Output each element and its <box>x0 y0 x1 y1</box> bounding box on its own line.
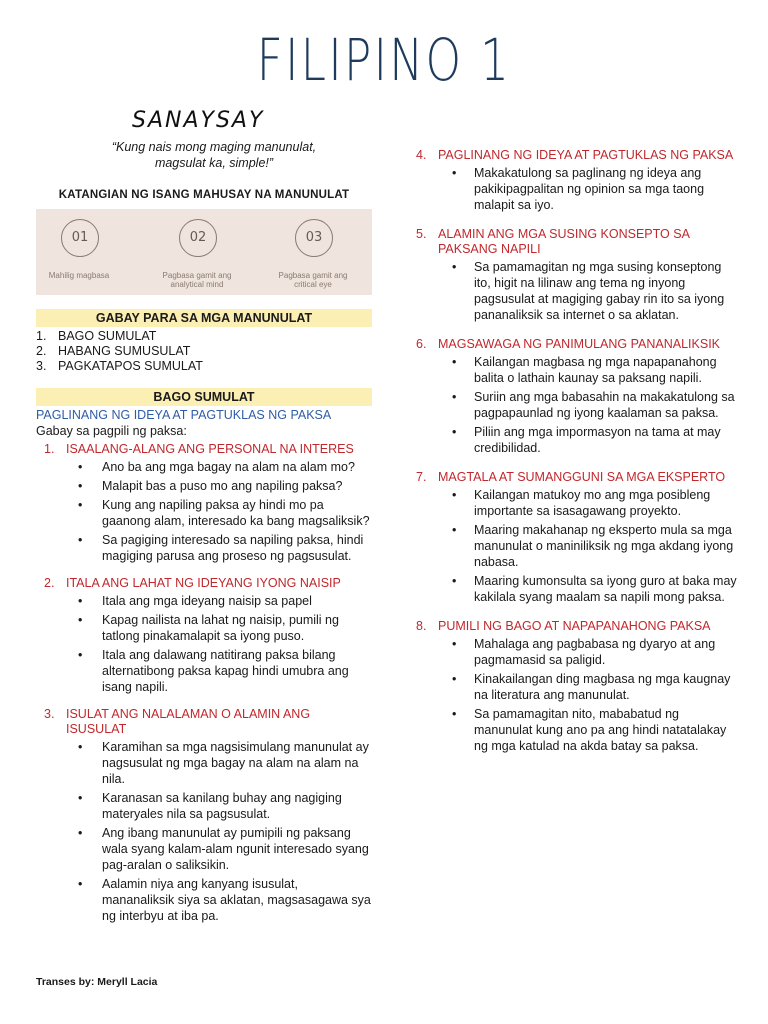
bago-title: BAGO SUMULAT <box>36 388 372 406</box>
section-number: 8. <box>416 619 427 633</box>
bullet-item: • Kapag nailista na lahat ng naisip, pumili ng tatlong pinakamalapit sa iyong puso. <box>36 612 372 644</box>
bullet-item: • Suriin ang mga babasahin na makakatulong sa pagpapaunlad ng iyong kaalaman sa paksa. <box>416 389 738 421</box>
item-text: HABANG SUMUSULAT <box>58 344 191 358</box>
bullet-item: • Sa pagiging interesado sa napiling paksa, hindi magiging parusa ang proseso ng pagsusulat. <box>36 532 372 564</box>
bullet-list <box>36 739 372 924</box>
katangian-label-line: analytical mind <box>170 280 224 289</box>
bullet-item: • Kailangan magbasa ng mga napapanahong balita o lathain kaunay sa paksang napili. <box>416 354 738 386</box>
section-number: 7. <box>416 470 427 484</box>
bullet-item: • Kinakailangan ding magbasa ng mga kaugnay na literatura ang manunulat. <box>416 671 738 703</box>
katangian-panel <box>36 209 372 295</box>
bullet-item: • Malapit bas a puso mo ang napiling paksa? <box>36 478 372 494</box>
list-item <box>36 329 372 344</box>
katangian-title: KATANGIAN NG ISANG MAHUSAY NA MANUNULAT <box>58 189 350 201</box>
section-heading <box>36 576 372 591</box>
sanaysay-heading: SANAYSAY <box>132 108 265 133</box>
quote-line: magsulat ka, simple!” <box>154 156 274 170</box>
item-number: 2. <box>36 344 47 358</box>
section <box>416 619 738 754</box>
section <box>36 707 372 924</box>
katangian-label-line: Pagbasa gamit ang <box>278 271 348 280</box>
bullet-item: • Kailangan matukoy mo ang mga posibleng importante sa isasagawang proyekto. <box>416 487 738 519</box>
bullet-list <box>416 487 738 605</box>
section <box>36 576 372 695</box>
section <box>36 442 372 564</box>
gabay-list <box>36 329 372 374</box>
katangian-label-line: Pagbasa gamit ang <box>162 271 232 280</box>
list-item <box>36 344 372 359</box>
bullet-list <box>36 593 372 695</box>
section <box>416 337 738 456</box>
bullet-item: • Ang ibang manunulat ay pumipili ng paksang wala syang kalam-alam ngunit interesado syang pag-aralan o saliksikin. <box>36 825 372 873</box>
right-sections <box>416 148 738 754</box>
bullet-list <box>416 165 738 213</box>
section-title: MAGSAWAGA NG PANIMULANG PANANALIKSIK <box>438 337 721 351</box>
bullet-item: • Maaring makahanap ng eksperto mula sa mga manunulat o maniniliksik ng mga akdang iyong nabasa. <box>416 522 738 570</box>
section-title: ALAMIN ANG MGA SUSING KONSEPTO SA PAKSANG NAPILI <box>438 227 690 256</box>
section-number: 6. <box>416 337 427 351</box>
bullet-item: • Karanasan sa kanilang buhay ang nagiging materyales nila sa pagsusulat. <box>36 790 372 822</box>
bullet-item: • Aalamin niya ang kanyang isusulat, mananaliksik siya sa aklatan, magsasagawa sya ng interbyu at iba pa. <box>36 876 372 924</box>
section <box>416 470 738 605</box>
gabay-title: GABAY PARA SA MGA MANUNULAT <box>36 309 372 327</box>
quote-line: “Kung nais mong maging manunulat, <box>111 140 317 154</box>
section-heading <box>416 148 738 163</box>
bullet-item: • Mahalaga ang pagbabasa ng dyaryo at ang pagmamasid sa paligid. <box>416 636 738 668</box>
quote <box>36 139 372 171</box>
katangian-label-line: Mahilig magbasa <box>48 271 110 280</box>
item-text: PAGKATAPOS SUMULAT <box>58 359 203 373</box>
section-title: PUMILI NG BAGO AT NAPAPANAHONG PAKSA <box>438 619 711 633</box>
section-heading <box>416 619 738 634</box>
section <box>416 227 738 323</box>
bullet-item: • Itala ang mga ideyang naisip sa papel <box>36 593 372 609</box>
katangian-number: 01 <box>61 219 99 257</box>
footer-credit: Transes by: Meryll Lacia <box>36 976 158 988</box>
katangian-label-line: critical eye <box>294 280 332 289</box>
left-sections <box>36 442 372 924</box>
section-number: 5. <box>416 227 427 241</box>
section-title: ISAALANG-ALANG ANG PERSONAL NA INTERES <box>66 442 354 456</box>
bullet-item: • Maaring kumonsulta sa iyong guro at baka may kakilala syang maalam sa napili mong paksa. <box>416 573 738 605</box>
list-item <box>36 359 372 374</box>
bullet-item: • Sa pamamagitan nito, mababatud ng manunulat kung ano pa ang hindi natatalakay ng mga katulad na akda batay sa paksa. <box>416 706 738 754</box>
section <box>416 148 738 213</box>
bullet-item: • Kung ang napiling paksa ay hindi mo pa gaanong alam, interesado ka bang magsaliksik? <box>36 497 372 529</box>
section-heading <box>36 442 372 457</box>
bullet-list <box>416 259 738 323</box>
katangian-number: 02 <box>179 219 217 257</box>
section-heading <box>416 337 738 352</box>
bullet-item: • Piliin ang mga impormasyon na tama at may credibilidad. <box>416 424 738 456</box>
section-heading <box>416 227 738 257</box>
item-text: BAGO SUMULAT <box>58 329 157 343</box>
bullet-item: • Karamihan sa mga nagsisimulang manunulat ay nagsusulat ng mga bagay na alam na alam na nila. <box>36 739 372 787</box>
bullet-item: • Ano ba ang mga bagay na alam na alam mo? <box>36 459 372 475</box>
katangian-label <box>149 271 245 289</box>
section-title: PAGLINANG NG IDEYA AT PAGTUKLAS NG PAKSA <box>438 148 734 162</box>
bullet-item: • Makakatulong sa paglinang ng ideya ang pakikipagpalitan ng opinion sa mga taong malapit sa iyo. <box>416 165 738 213</box>
bullet-item: • Itala ang dalawang natitirang paksa bilang alternatibong paksa kapag hindi umubra ang isang napili. <box>36 647 372 695</box>
section-title: ISULAT ANG NALALAMAN O ALAMIN ANG ISUSULAT <box>66 707 311 736</box>
section-number: 1. <box>44 442 55 456</box>
gabay-pagpili: Gabay sa pagpili ng paksa: <box>36 424 187 438</box>
katangian-number: 03 <box>295 219 333 257</box>
section-title: ITALA ANG LAHAT NG IDEYANG IYONG NAISIP <box>66 576 341 590</box>
katangian-label <box>265 271 361 289</box>
section-number: 4. <box>416 148 427 162</box>
section-heading <box>36 707 372 737</box>
section-heading <box>416 470 738 485</box>
bullet-list <box>36 459 372 564</box>
katangian-label <box>31 271 127 280</box>
bullet-list <box>416 354 738 456</box>
section-number: 2. <box>44 576 55 590</box>
left-column <box>36 108 372 927</box>
bullet-item: • Sa pamamagitan ng mga susing konseptong ito, higit na lilinaw ang tema ng inyong pagsusulat at magiging gabay rin ito sa iyong pananaliksik sa internet o sa aklatan. <box>416 259 738 323</box>
right-column <box>416 148 738 757</box>
section-number: 3. <box>44 707 55 721</box>
item-number: 3. <box>36 359 47 373</box>
item-number: 1. <box>36 329 47 343</box>
section-title: MAGTALA AT SUMANGGUNI SA MGA EKSPERTO <box>438 470 726 484</box>
bullet-list <box>416 636 738 754</box>
paglinang-heading: PAGLINANG NG IDEYA AT PAGTUKLAS NG PAKSA <box>36 408 332 422</box>
page-title: FILIPINO 1 <box>256 26 512 94</box>
